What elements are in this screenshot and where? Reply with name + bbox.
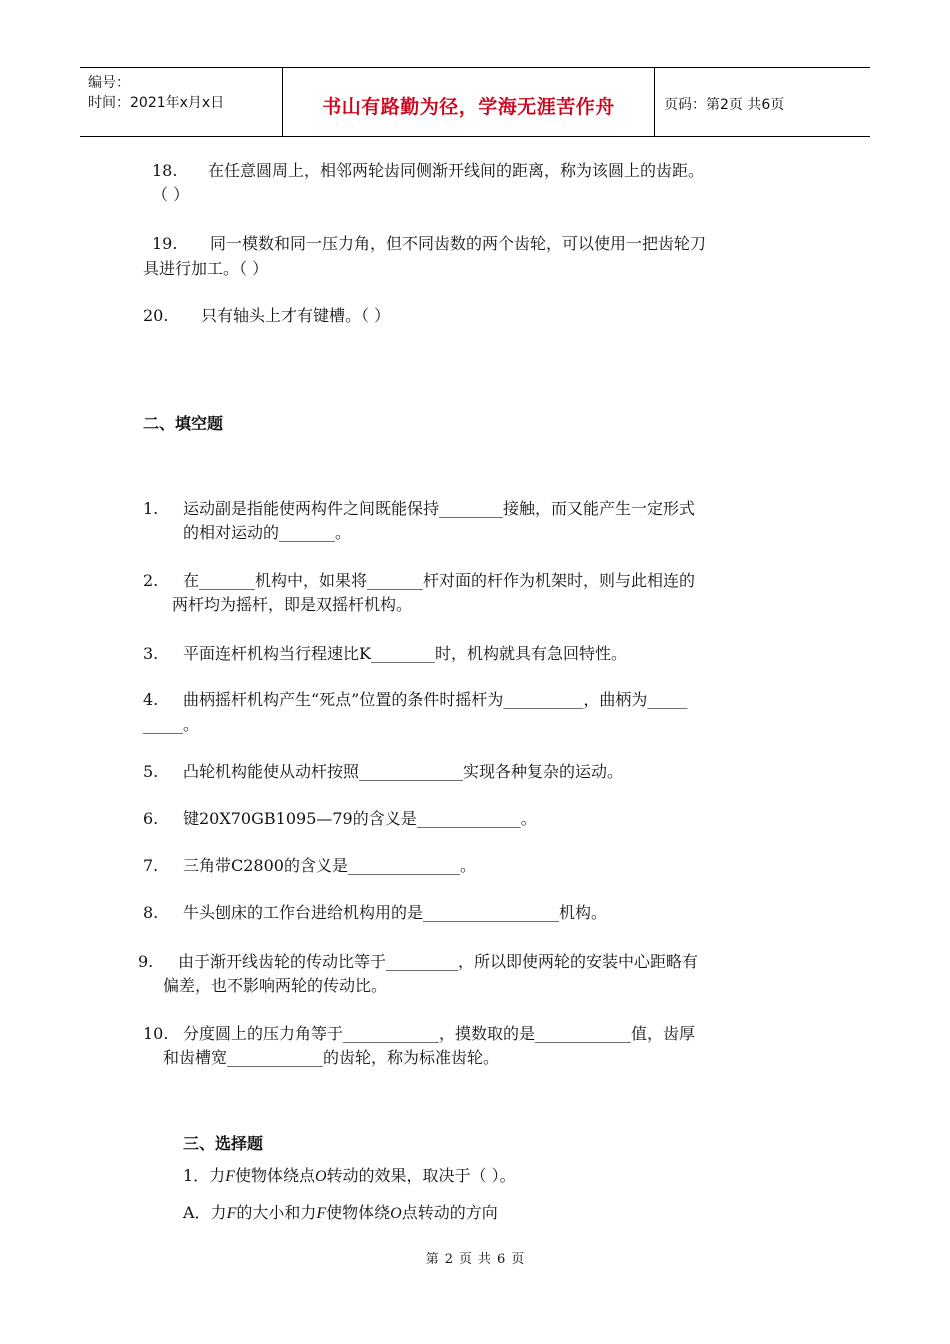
- item-number: 4.: [143, 690, 159, 709]
- footer-word: 共: [478, 1252, 492, 1267]
- fill-item-4-cont: _____。: [143, 715, 200, 734]
- q-text: 使物体绕点: [234, 1166, 315, 1185]
- header-info-cell: [80, 68, 283, 136]
- judgement-item-18-cont: （ ）: [152, 185, 190, 204]
- item-text: 分度圆上的压力角等于____________，摸数取的是____________值，齿厚: [183, 1024, 696, 1043]
- page-footer: [0, 1248, 950, 1267]
- fill-item-1: [143, 498, 695, 520]
- section-fill-title: 二、填空题: [143, 414, 224, 433]
- fill-item-2-cont: 两杆均为摇杆，即是双摇杆机构。: [172, 595, 413, 614]
- item-text: 运动副是指能使两构件之间既能保持________接触，而又能产生一定形式: [183, 499, 696, 518]
- item-text: 平面连杆机构当行程速比K________时，机构就具有急回特性。: [183, 644, 627, 663]
- opt-text: 使物体绕: [326, 1203, 391, 1222]
- fill-item-6: [143, 808, 537, 830]
- item-text: 曲柄摇杆机构产生“死点”位置的条件时摇杆为__________，曲柄为_____: [183, 690, 688, 709]
- motto: 书山有路勤为径，学海无涯苦作舟: [322, 96, 615, 118]
- item-text: 三角带C2800的含义是______________。: [183, 856, 476, 875]
- q-var: F: [225, 1168, 235, 1185]
- item-number: 7.: [143, 856, 159, 875]
- footer-page-number: 2: [444, 1252, 453, 1267]
- judgement-item-18: [152, 160, 704, 182]
- opt-text: 的大小和力: [236, 1203, 317, 1222]
- fill-item-1-cont: 的相对运动的_______。: [183, 523, 352, 542]
- fill-item-10-cont: 和齿槽宽____________的齿轮，称为标准齿轮。: [163, 1048, 500, 1067]
- q-text: 1．力: [183, 1166, 226, 1185]
- section-choice-title: 三、选择题: [183, 1134, 264, 1153]
- item-text: 牛头刨床的工作台进给机构用的是_________________机构。: [183, 903, 608, 922]
- item-number: 3.: [143, 644, 159, 663]
- item-number: 6.: [143, 809, 159, 828]
- fill-item-2: [143, 570, 695, 592]
- opt-text: A．力: [183, 1203, 227, 1222]
- item-text: 键20X70GB1095—79的含义是_____________。: [183, 809, 537, 828]
- item-number: 19.: [152, 234, 178, 253]
- item-number: 2.: [143, 571, 159, 590]
- page-header: [80, 67, 870, 137]
- item-number: 10.: [143, 1024, 169, 1043]
- fill-item-3: [143, 643, 627, 665]
- fill-item-4: [143, 689, 687, 711]
- item-text: 在任意圆周上，相邻两轮齿同侧渐开线间的距离，称为该圆上的齿距。: [208, 161, 705, 180]
- time-label: 时间：2021年x月x日: [88, 95, 225, 111]
- choice-question-1: [183, 1165, 516, 1188]
- serial-label: 编号：: [88, 75, 130, 91]
- item-text: 在_______机构中，如果将_______杆对面的杆作为机架时，则与此相连的: [183, 571, 696, 590]
- footer-total-pages: 6: [497, 1252, 506, 1267]
- judgement-item-19-cont: 具进行加工。（ ）: [143, 259, 269, 278]
- fill-item-9-cont: 偏差，也不影响两轮的传动比。: [163, 976, 388, 995]
- footer-word: 页: [511, 1252, 525, 1267]
- item-number: 20.: [143, 306, 169, 325]
- q-text: 转动的效果，取决于（ ）。: [326, 1166, 516, 1185]
- header-page-cell: [655, 68, 870, 136]
- item-number: 8.: [143, 903, 159, 922]
- item-text: 凸轮机构能使从动杆按照_____________实现各种复杂的运动。: [183, 762, 624, 781]
- header-motto-cell: [283, 68, 655, 136]
- item-number: 18.: [152, 161, 178, 180]
- item-text: 由于渐开线齿轮的传动比等于_________，所以即使两轮的安装中心距略有: [178, 952, 699, 971]
- footer-word: 第: [425, 1252, 439, 1267]
- choice-option-a: [183, 1202, 498, 1225]
- item-text: 只有轴头上才有键槽。（ ）: [201, 306, 391, 325]
- judgement-item-19: [152, 233, 706, 255]
- item-number: 5.: [143, 762, 159, 781]
- q-var: O: [314, 1168, 327, 1185]
- fill-item-5: [143, 761, 623, 783]
- opt-var: F: [316, 1205, 327, 1222]
- page-code: 页码：第2页 共6页: [664, 97, 785, 113]
- item-number: 9.: [138, 952, 154, 971]
- item-number: 1.: [143, 499, 159, 518]
- fill-item-8: [143, 902, 607, 924]
- opt-text: 点转动的方向: [401, 1203, 498, 1222]
- fill-item-7: [143, 855, 476, 877]
- footer-word: 页: [458, 1252, 472, 1267]
- opt-var: F: [226, 1205, 237, 1222]
- item-text: 同一模数和同一压力角，但不同齿数的两个齿轮，可以使用一把齿轮刀: [210, 234, 707, 253]
- judgement-item-20: [143, 305, 390, 327]
- opt-var: O: [390, 1205, 402, 1222]
- fill-item-9: [138, 951, 698, 973]
- fill-item-10: [143, 1023, 695, 1045]
